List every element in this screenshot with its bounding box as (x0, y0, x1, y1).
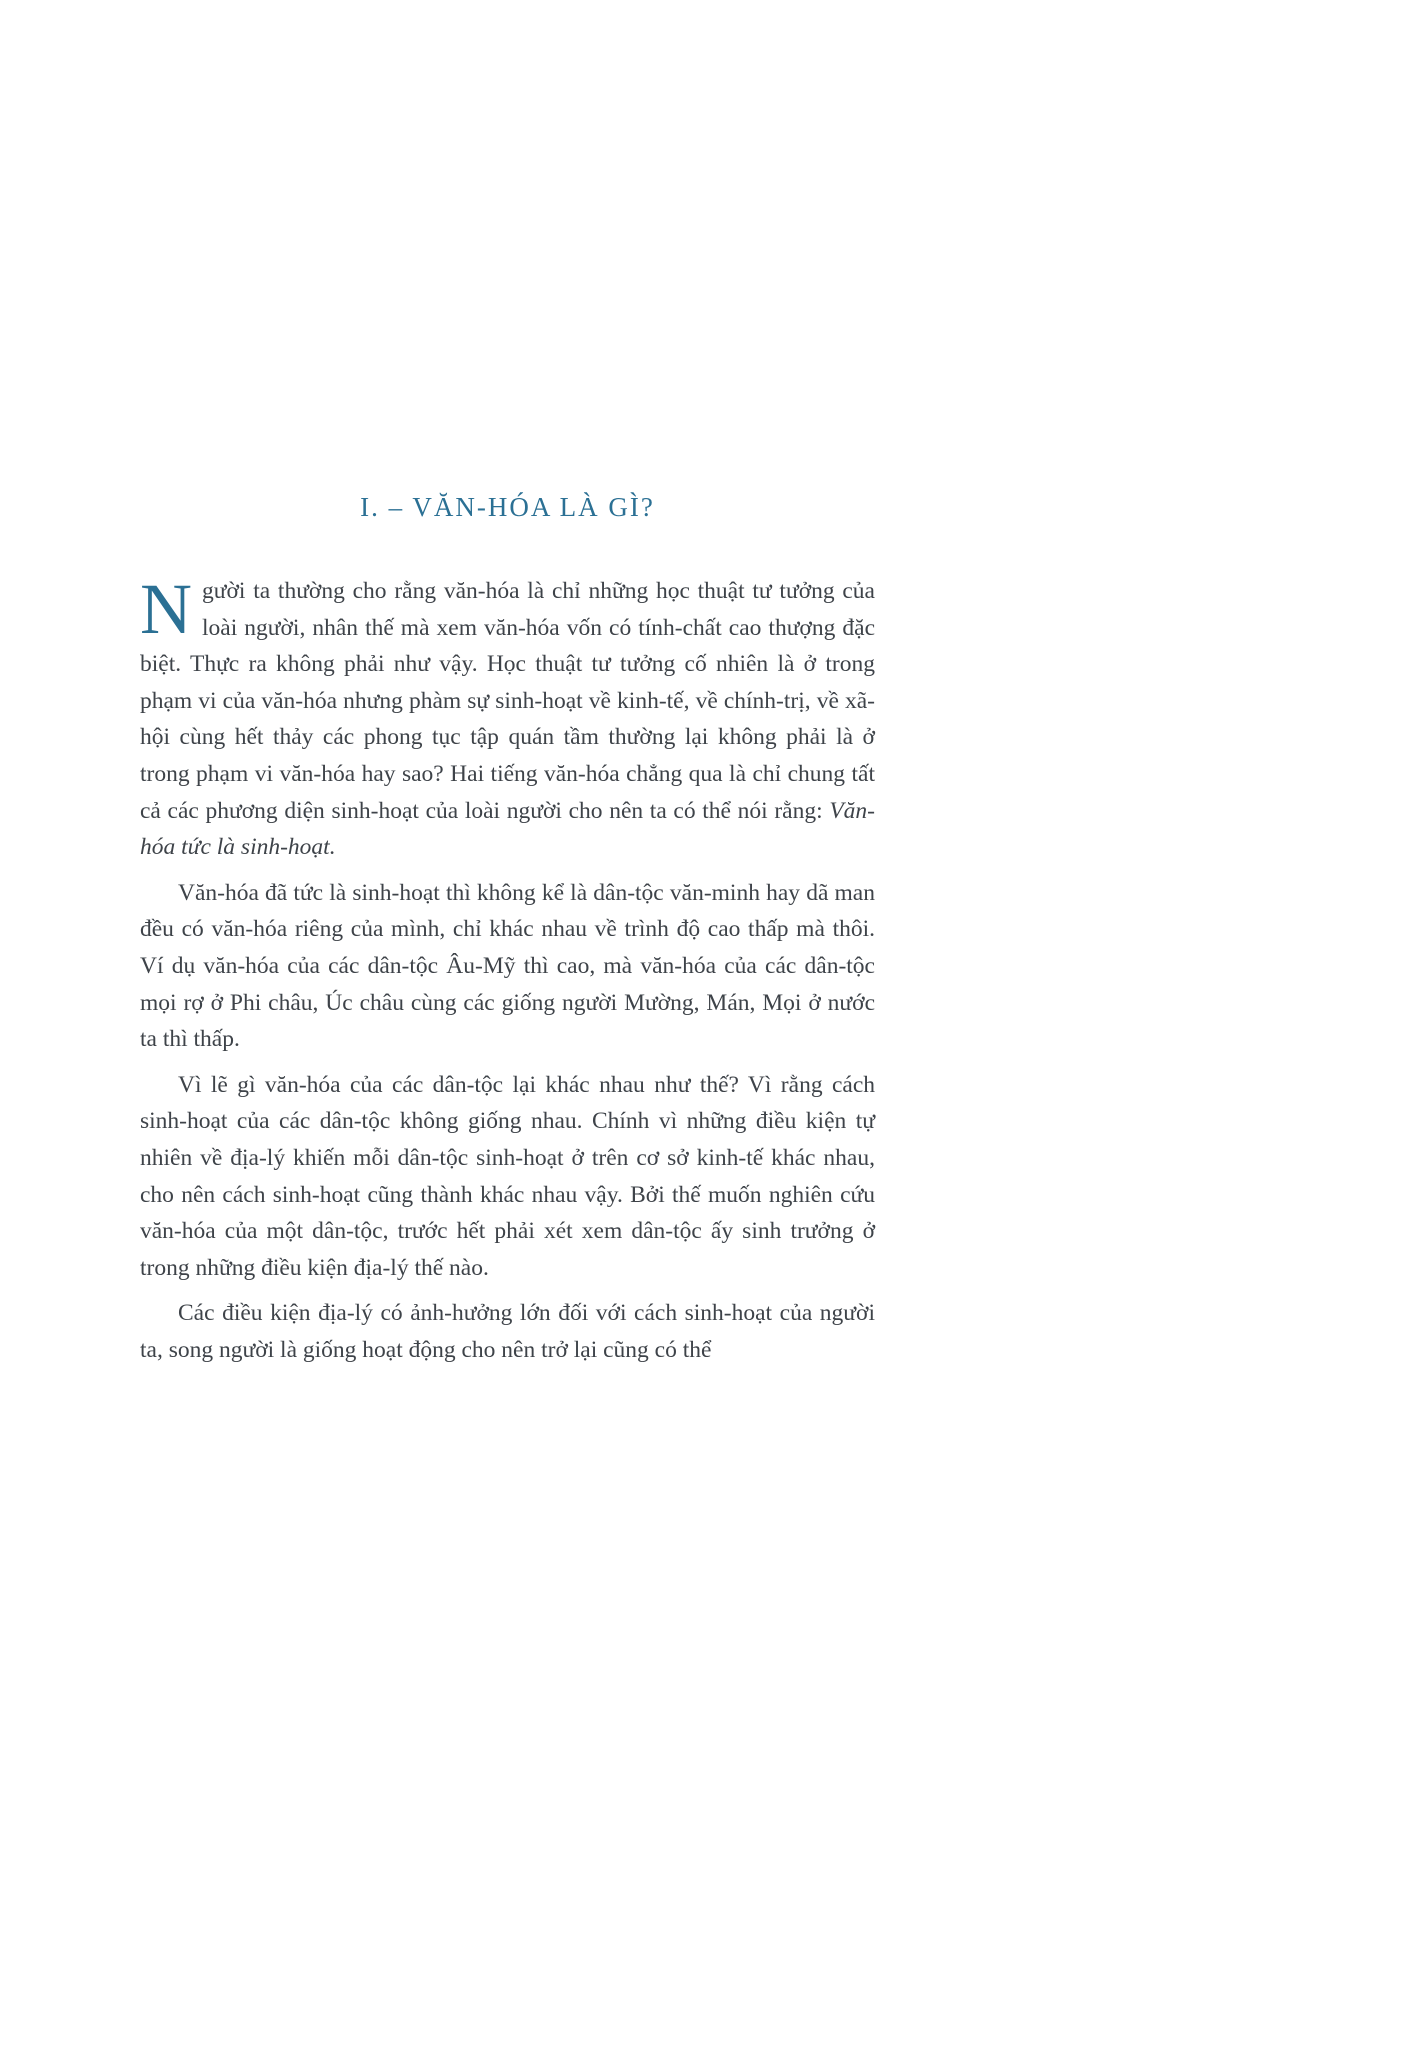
paragraph-1-emphasis: Văn-hóa tức là sinh-hoạt. (140, 797, 875, 861)
text-column (140, 569, 875, 1368)
paragraph-4: Các điều kiện địa-lý có ảnh-hưởng lớn đối với cách sinh-hoạt của người ta, song người là giống hoạt động cho nên trở lại cũng có thể (140, 1300, 875, 1363)
paragraph-2: Văn-hóa đã tức là sinh-hoạt thì không kể là dân-tộc văn-minh hay dã man đều có văn-hóa riêng của mình, chỉ khác nhau về trình độ cao thấp mà thôi. Ví dụ văn-hóa của các dân-tộc Âu-Mỹ thì cao, mà văn-hóa của các dân-tộc mọi rợ ở Phi châu, Úc châu cùng các giống người Mường, Mán, Mọi ở nước ta thì thấp. (140, 879, 875, 1053)
chapter-title: I. – VĂN-HÓA LÀ GÌ? (360, 492, 655, 522)
paragraph-1-text: gười ta thường cho rằng văn-hóa là chỉ những học thuật tư tưởng của loài người, nhân thế mà xem văn-hóa vốn có tính-chất cao thượng đặc biệt. Thực ra không phải như vậy. Học thuật tư tưởng cố nhiên là ở trong phạm vi của văn-hóa nhưng phàm sự sinh-hoạt về kinh-tế, về chính-trị, về xã-hội cùng hết thảy các phong tục tập quán tầm thường lại không phải là ở trong phạm vi văn-hóa hay sao? Hai tiếng văn-hóa chẳng qua là chỉ chung tất cả các phương diện sinh-hoạt của loài người cho nên ta có thể nói rằng: (140, 578, 875, 824)
dropcap-letter: N (140, 569, 192, 649)
paragraph-1 (140, 569, 875, 866)
paragraph-3: Vì lẽ gì văn-hóa của các dân-tộc lại khác nhau như thế? Vì rằng cách sinh-hoạt của các dân-tộc không giống nhau. Chính vì những điều kiện tự nhiên về địa-lý khiến mỗi dân-tộc sinh-hoạt ở trên cơ sở kinh-tế khác nhau, cho nên cách sinh-hoạt cũng thành khác nhau vậy. Bởi thế muốn nghiên cứu văn-hóa của một dân-tộc, trước hết phải xét xem dân-tộc ấy sinh trưởng ở trong những điều kiện địa-lý thế nào. (140, 1071, 875, 1281)
